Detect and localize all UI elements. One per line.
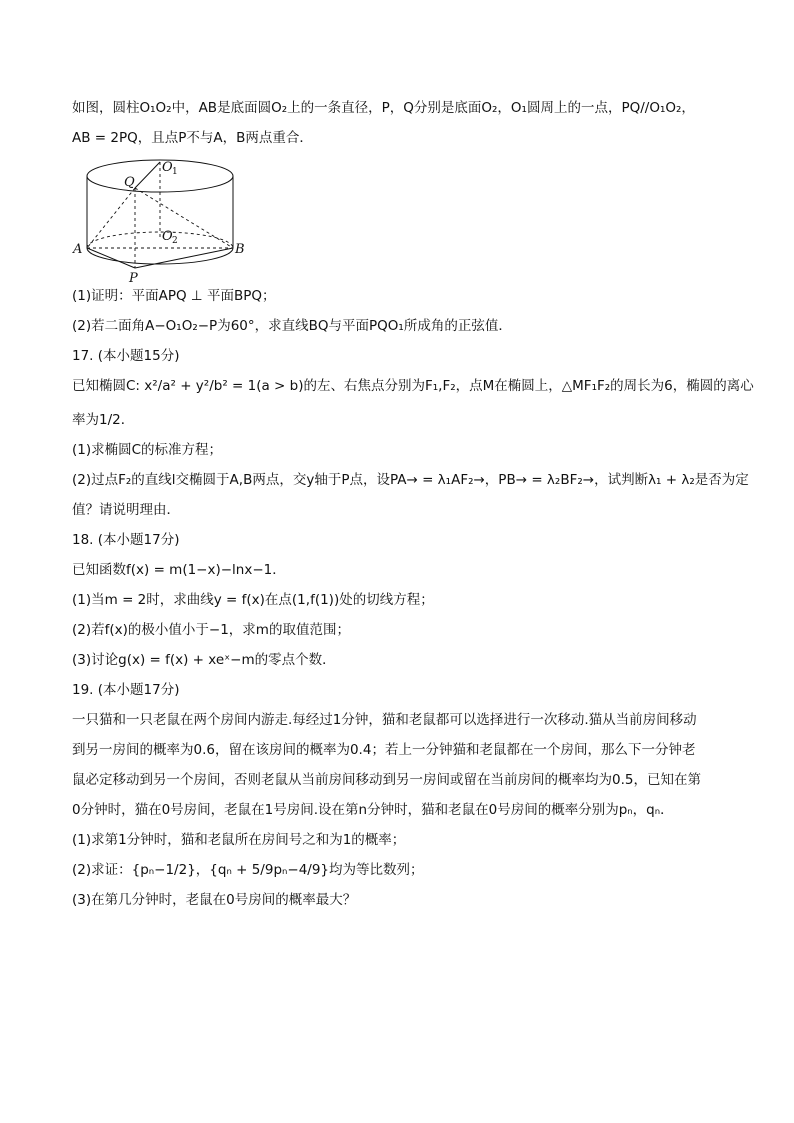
problem17-part2-line1: (2)过点F₂的直线l交椭圆于A,B两点，交y轴于P点，设PA→ = λ₁AF₂→，PB→ = λ₂BF₂→，试判断λ₁ + λ₂是否为定 xyxy=(72,472,749,488)
problem19-intro-line3: 鼠必定移动到另一个房间，否则老鼠从当前房间移动到另一房间或留在当前房间的概率均为0.5，已知在第 xyxy=(72,772,701,788)
problem18-heading: 18. (本小题17分) xyxy=(72,532,180,548)
problem16-intro-line1: 如图，圆柱O₁O₂中，AB是底面圆O₂上的一条直径，P，Q分别是底面O₂，O₁圆周上的一点，PQ//O₁O₂， xyxy=(72,100,695,116)
problem18-part2: (2)若f(x)的极小值小于−1，求m的取值范围； xyxy=(72,622,350,638)
problem19-intro-line2: 到另一房间的概率为0.6，留在该房间的概率为0.4；若上一分钟猫和老鼠都在一个房间，那么下一分钟老 xyxy=(72,742,696,758)
label-O2: O xyxy=(162,229,173,244)
problem19-part1: (1)求第1分钟时，猫和老鼠所在房间号之和为1的概率； xyxy=(72,832,406,848)
problem18-intro: 已知函数f(x) = m(1−x)−lnx−1． xyxy=(72,562,286,578)
problem18-part1: (1)当m = 2时，求曲线y = f(x)在点(1,f(1))处的切线方程； xyxy=(72,592,434,608)
problem19-heading: 19. (本小题17分) xyxy=(72,682,180,698)
cylinder-diagram xyxy=(72,152,272,284)
problem19-part3: (3)在第几分钟时，老鼠在0号房间的概率最大？ xyxy=(72,892,357,908)
cylinder-figure xyxy=(72,152,272,284)
document-page xyxy=(72,98,754,910)
label-O1-subscript: 1 xyxy=(172,167,178,177)
problem17-intro-line1: 已知椭圆C: x²/a² + y²/b² = 1(a > b)的左、右焦点分别为F₁,F₂，点M在椭圆上，△MF₁F₂的周长为6，椭圆的离心 xyxy=(72,378,754,394)
label-O2-subscript: 2 xyxy=(172,236,178,246)
problem19-part2: (2)求证：{pₙ−1/2}，{qₙ + 5/9pₙ−4/9}均为等比数列； xyxy=(72,862,424,878)
problem19-intro-line4: 0分钟时，猫在0号房间，老鼠在1号房间.设在第n分钟时，猫和老鼠在0号房间的概率分别为pₙ，qₙ． xyxy=(72,802,674,818)
label-P: P xyxy=(129,271,138,284)
label-B: B xyxy=(235,242,245,257)
problem16-part1: (1)证明：平面APQ ⊥ 平面BPQ； xyxy=(72,288,276,304)
problem18-part3: (3)讨论g(x) = f(x) + xeˣ−m的零点个数． xyxy=(72,652,336,668)
problem16-intro-line2: AB = 2PQ，且点P不与A，B两点重合． xyxy=(72,130,313,146)
label-Q: Q xyxy=(124,175,135,190)
problem19-intro-line1: 一只猫和一只老鼠在两个房间内游走.每经过1分钟，猫和老鼠都可以选择进行一次移动.猫从当前房间移动 xyxy=(72,712,697,728)
problem17-heading: 17. (本小题15分) xyxy=(72,348,180,364)
label-A: A xyxy=(73,242,83,257)
problem17-part1: (1)求椭圆C的标准方程； xyxy=(72,442,223,458)
problem16-part2: (2)若二面角A−O₁O₂−P为60°，求直线BQ与平面PQO₁所成角的正弦值． xyxy=(72,318,512,334)
problem17-intro-line2: 率为1/2． xyxy=(72,412,135,428)
problem17-part2-line2: 值？请说明理由． xyxy=(72,502,180,518)
label-O1: O xyxy=(162,160,173,175)
